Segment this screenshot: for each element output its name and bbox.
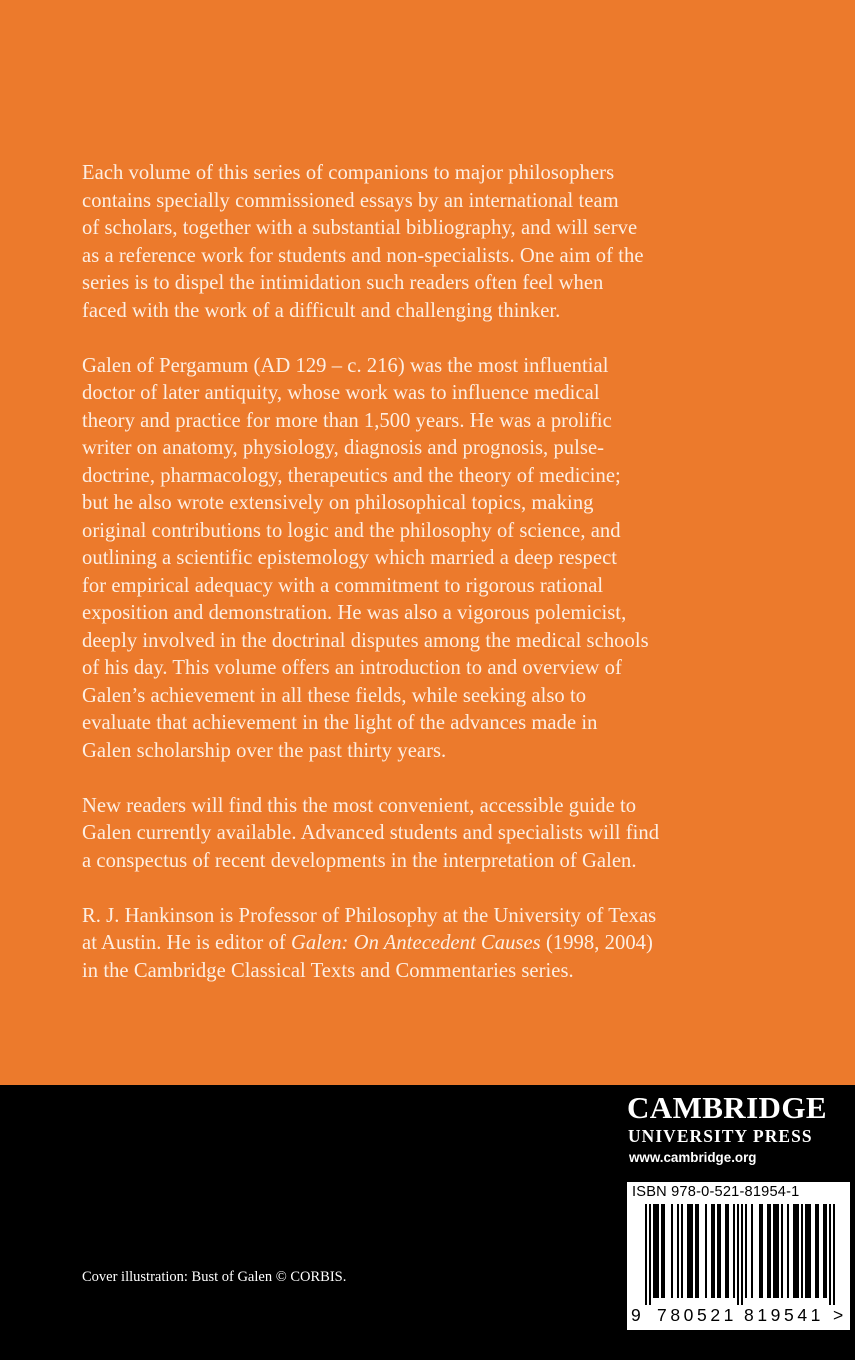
text-line: evaluate that achievement in the light of the advances made in xyxy=(82,712,598,734)
barcode-bar xyxy=(649,1204,651,1305)
barcode-bar xyxy=(787,1204,789,1298)
barcode-bar xyxy=(745,1204,747,1298)
text-line: as a reference work for students and non-specialists. One aim of the xyxy=(82,244,644,267)
text-line: series is to dispel the intimidation such readers often feel when xyxy=(82,272,604,294)
barcode-bar xyxy=(653,1204,655,1298)
barcode-bar xyxy=(809,1204,811,1298)
text-line: original contributions to logic and the philosophy of science, and xyxy=(82,519,621,542)
book-title: Galen: On Antecedent Causes xyxy=(290,932,541,954)
text-line: faced with the work of a difficult and challenging thinker. xyxy=(82,299,561,322)
publisher-name: CAMBRIDGE xyxy=(627,1090,827,1125)
barcode-bar xyxy=(751,1204,753,1298)
barcode-icon xyxy=(627,1204,850,1305)
text-line: doctor of later antiquity, whose work was to influence medical xyxy=(82,382,600,404)
text-line: contains specially commissioned essays by an international team xyxy=(82,189,619,212)
barcode-digits xyxy=(627,1305,850,1329)
barcode-bar xyxy=(761,1204,763,1298)
barcode-digits-left: 780521 xyxy=(657,1305,737,1325)
text-fragment: (1998, 2004) xyxy=(540,932,653,954)
publisher-logo xyxy=(627,1090,849,1169)
barcode-bar xyxy=(829,1204,831,1305)
text-line: of scholars, together with a substantial bibliography, and will serve xyxy=(82,217,638,239)
barcode-bar xyxy=(657,1204,659,1298)
text-line: Galen currently available. Advanced students and specialists will find xyxy=(82,822,660,844)
barcode-bar xyxy=(805,1204,807,1298)
barcode-bar xyxy=(713,1204,715,1298)
barcode-bar xyxy=(833,1204,835,1305)
barcode-bar xyxy=(655,1204,657,1298)
text-line: R. J. Hankinson is Professor of Philosophy at the University of Texas xyxy=(82,904,657,927)
text-line: writer on anatomy, physiology, diagnosis and prognosis, pulse- xyxy=(82,437,605,459)
text-line: deeply involved in the doctrinal disputes among the medical schools xyxy=(82,629,649,652)
barcode-bar xyxy=(773,1204,775,1298)
barcode-bar xyxy=(825,1204,827,1298)
barcode-bar xyxy=(817,1204,819,1298)
blurb-paragraph-galen xyxy=(82,353,802,766)
text-fragment: at Austin. He is editor of xyxy=(82,932,291,954)
barcode-bar xyxy=(687,1204,689,1298)
barcode-bar xyxy=(719,1204,721,1298)
text-line: a conspectus of recent developments in the interpretation of Galen. xyxy=(82,849,637,872)
barcode-bar xyxy=(705,1204,707,1298)
text-line: of his day. This volume offers an introduction to and overview of xyxy=(82,657,622,679)
barcode-bar xyxy=(689,1204,691,1298)
text-line: theory and practice for more than 1,500 years. He was a prolific xyxy=(82,409,612,432)
barcode-bar xyxy=(691,1204,693,1298)
barcode-bar xyxy=(695,1204,697,1298)
barcode-bar xyxy=(801,1204,803,1298)
text-line xyxy=(82,930,802,958)
barcode-bar xyxy=(815,1204,817,1298)
text-line: for empirical adequacy with a commitment to rigorous rational xyxy=(82,574,604,597)
barcode-quiet-marker: > xyxy=(833,1305,844,1325)
barcode-digit-lead: 9 xyxy=(631,1305,641,1325)
text-line: New readers will find this the most convenient, accessible guide to xyxy=(82,794,637,817)
barcode-bar xyxy=(823,1204,825,1298)
text-line: exposition and demonstration. He was also a vigorous polemicist, xyxy=(82,602,627,624)
text-line: Galen of Pergamum (AD 129 – c. 216) was the most influential xyxy=(82,354,609,377)
barcode-bar xyxy=(677,1204,679,1298)
text-line: doctrine, pharmacology, therapeutics and the theory of medicine; xyxy=(82,464,621,487)
blurb-paragraph-series xyxy=(82,160,802,325)
isbn-label: ISBN 978-0-521-81954-1 xyxy=(632,1184,800,1200)
blurb-paragraph-readers xyxy=(82,793,802,876)
barcode-bar xyxy=(781,1204,783,1298)
barcode-bar xyxy=(711,1204,713,1298)
barcode-panel xyxy=(627,1182,850,1330)
barcode-bar xyxy=(793,1204,795,1298)
barcode-bar xyxy=(645,1204,647,1305)
publisher-url: www.cambridge.org xyxy=(629,1150,757,1165)
barcode-bar xyxy=(767,1204,769,1298)
publisher-press: UNIVERSITY PRESS xyxy=(628,1126,813,1146)
author-bio xyxy=(82,903,802,986)
barcode-bar xyxy=(775,1204,777,1298)
barcode-bar xyxy=(733,1204,735,1298)
barcode-digits-right: 819541 xyxy=(744,1305,824,1325)
cover-credit: Cover illustration: Bust of Galen © CORBIS. xyxy=(82,1269,347,1285)
barcode-bar xyxy=(717,1204,719,1298)
barcode-bar xyxy=(737,1204,739,1305)
barcode-bar xyxy=(697,1204,699,1298)
text-line: Galen’s achievement in all these fields, while seeking also to xyxy=(82,684,587,707)
barcode-bar xyxy=(661,1204,663,1298)
barcode-bar xyxy=(727,1204,729,1298)
text-line: Each volume of this series of companions to major philosophers xyxy=(82,162,615,184)
barcode-bar xyxy=(725,1204,727,1298)
barcode-bar xyxy=(759,1204,761,1298)
barcode-bar xyxy=(795,1204,797,1298)
text-line: Galen scholarship over the past thirty years. xyxy=(82,739,447,762)
back-cover-blurb xyxy=(82,160,802,1013)
barcode-bar xyxy=(671,1204,673,1298)
text-line: outlining a scientific epistemology which married a deep respect xyxy=(82,547,618,569)
barcode-bar xyxy=(807,1204,809,1298)
barcode-bar xyxy=(663,1204,665,1298)
text-line: in the Cambridge Classical Texts and Commentaries series. xyxy=(82,959,574,982)
barcode-bar xyxy=(797,1204,799,1298)
barcode-bar xyxy=(681,1204,683,1298)
barcode-bar xyxy=(769,1204,771,1298)
barcode-bar xyxy=(777,1204,779,1298)
barcode-bar xyxy=(741,1204,743,1305)
text-line: but he also wrote extensively on philosophical topics, making xyxy=(82,492,594,514)
